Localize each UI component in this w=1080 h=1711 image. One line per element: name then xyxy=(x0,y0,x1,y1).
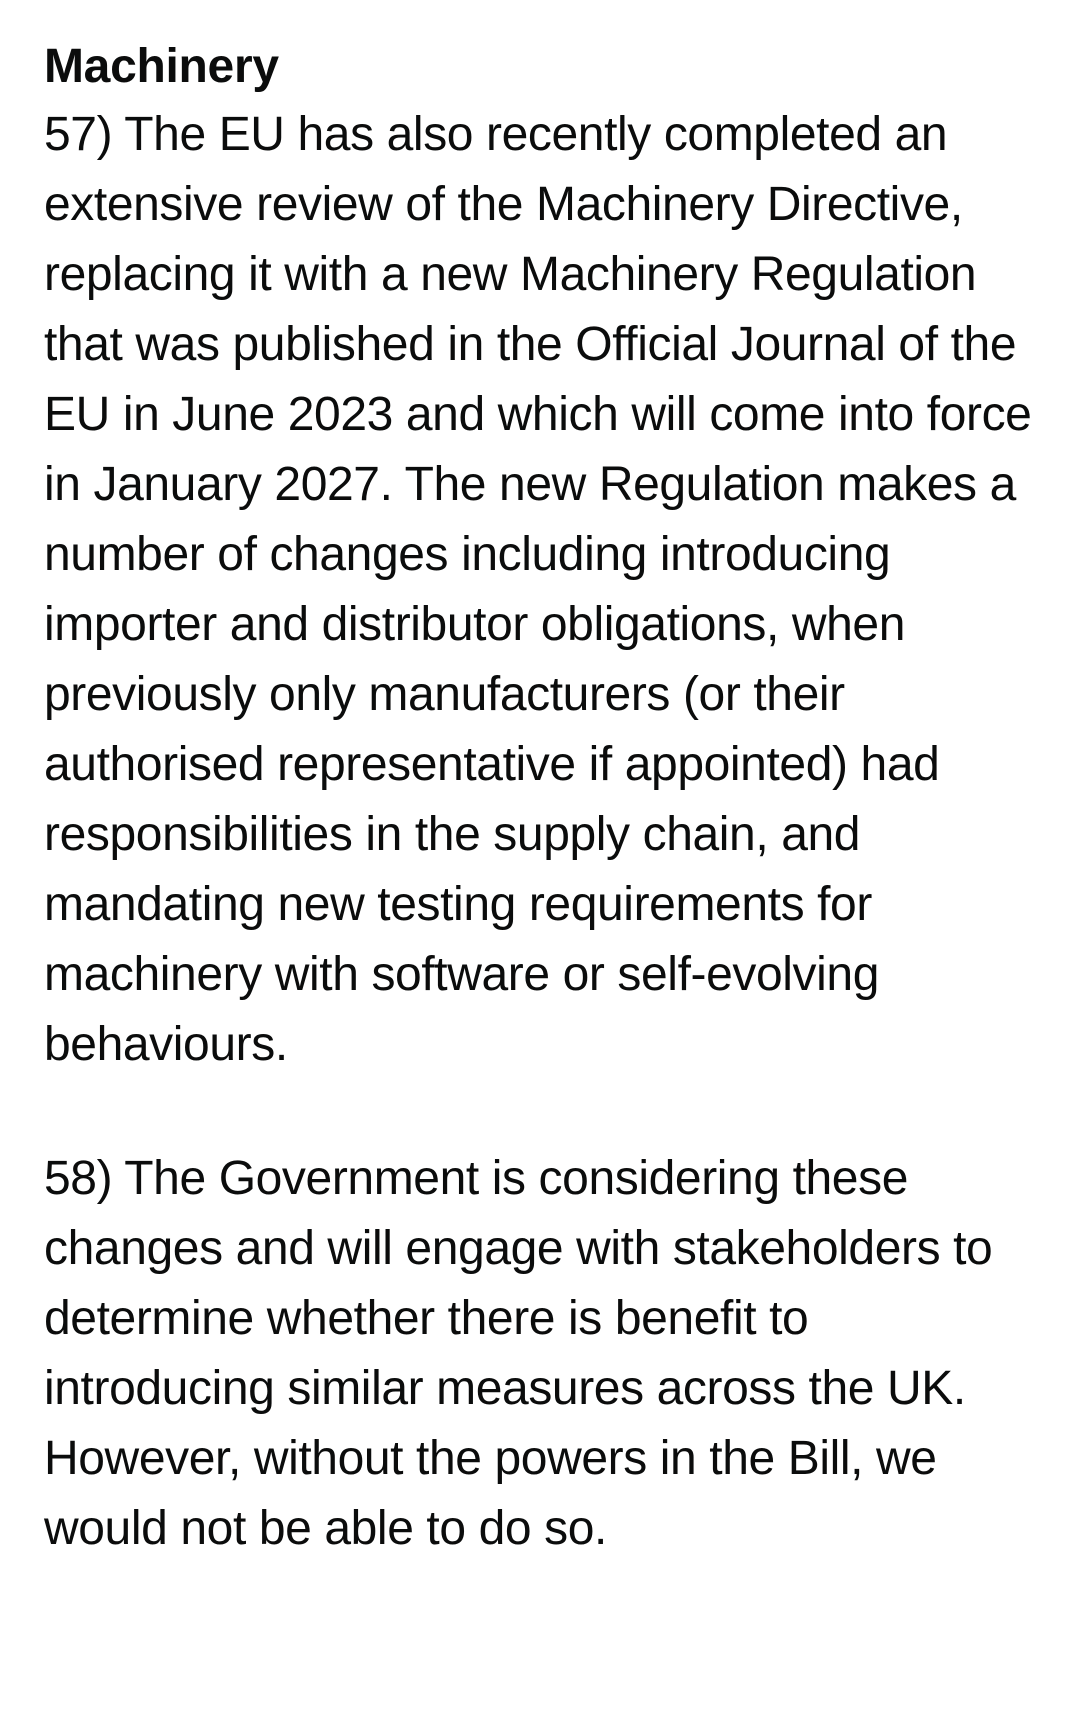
paragraph-57: 57) The EU has also recently completed an extensive review of the Machinery Directive, replacing it with a new Machinery Regulation that was published in the Official Journal of the EU in June 2023 and which will come into force in January 2027. The new Regulation makes a number of changes including introducing importer and distributor obligations, when previously only manufacturers (or their authorised representative if appointed) had responsibilities in the supply chain, and mandating new testing requirements for machinery with software or self-evolving behaviours. xyxy=(44,108,1032,1071)
paragraph-58: 58) The Government is considering these changes and will engage with stakeholders to determine whether there is benefit to introducing similar measures across the UK. However, without the powers in the Bill, we would not be able to do so. xyxy=(44,1152,993,1555)
section-heading: Machinery xyxy=(44,40,279,93)
